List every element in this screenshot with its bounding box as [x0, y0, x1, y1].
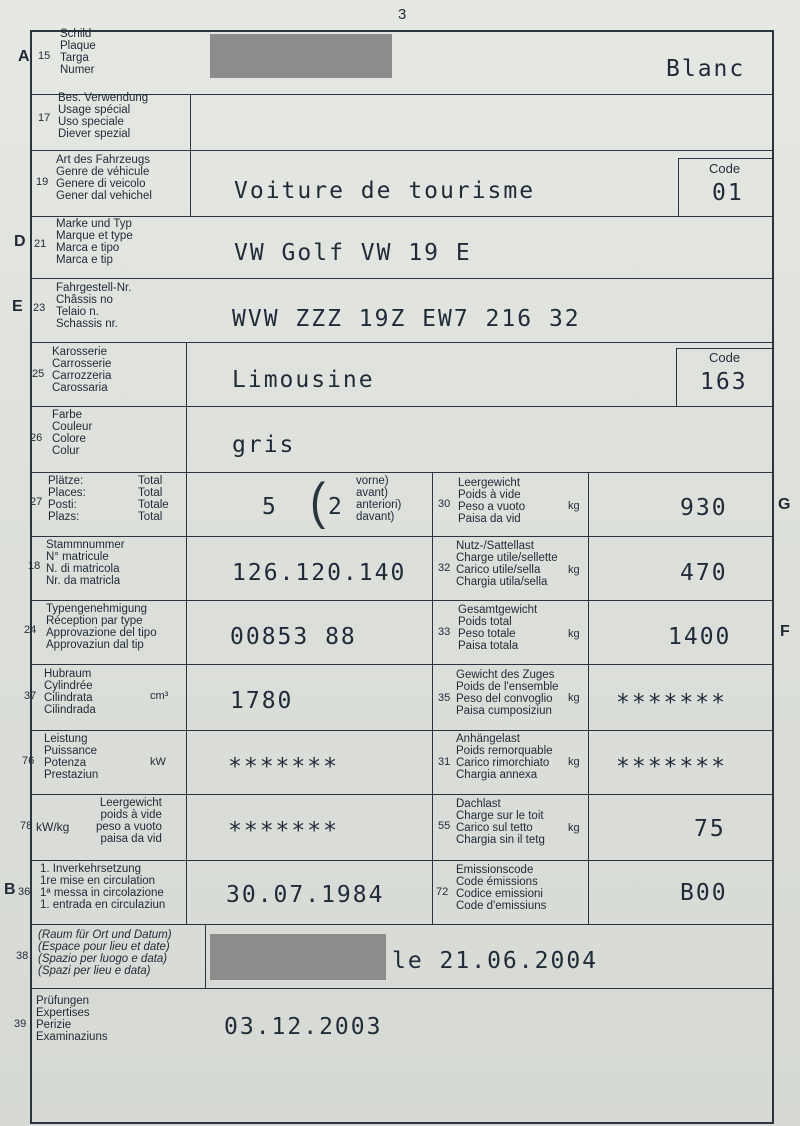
field-33-unit: kg [568, 628, 580, 640]
field-25-value: Limousine [232, 367, 375, 393]
marker-e: E [12, 298, 23, 315]
field-78-unit: kW/kg [36, 820, 70, 834]
field-37-number: 37 [24, 690, 37, 702]
field-33-label: Gesamtgewicht Poids total Peso totale Paisa totala [458, 604, 538, 652]
field-78-number: 78 [20, 820, 33, 832]
marker-a: A [18, 48, 30, 65]
field-72-label: Emissionscode Code émissions Codice emissioni Code d'emissiuns [456, 864, 547, 912]
row-divider [30, 924, 774, 925]
field-35-label: Gewicht des Zuges Poids de l'ensemble Peso del convoglio Paisa cumposiziun [456, 669, 559, 717]
row-divider [30, 988, 774, 989]
field-19-value: Voiture de tourisme [234, 178, 536, 204]
row-divider [30, 664, 774, 665]
field-15-number: 15 [38, 50, 51, 62]
field-39-value: 03.12.2003 [224, 1014, 383, 1040]
field-30-label: Leergewicht Poids à vide Peso a vuoto Paisa da vid [458, 477, 526, 525]
field-25-code-label: Code [709, 350, 741, 365]
field-19-number: 19 [36, 176, 49, 188]
field-55-label: Dachlast Charge sur le toit Carico sul tetto Chargia sin il tetg [456, 798, 545, 846]
field-30-value: 930 [680, 495, 728, 521]
field-76-value: ******* [228, 754, 339, 780]
field-78-label: Leergewicht poids à vide peso a vuoto paisa da vid [96, 797, 162, 845]
row-divider [30, 278, 774, 279]
field-30-number: 30 [438, 498, 451, 510]
field-25-code: 163 [700, 369, 748, 395]
field-27-label: Plätze: Places: Posti: Plazs: [48, 475, 86, 523]
field-27-front-label: vorne) avant) anteriori) davant) [356, 475, 402, 523]
field-72-number: 72 [436, 886, 449, 898]
field-15-value: Blanc [666, 56, 746, 82]
field-27-total-label: Total Total Totale Total [138, 475, 169, 523]
field-17-label: Bes. Verwendung Usage spécial Uso speciale Diever spezial [58, 92, 149, 140]
field-72-value: B00 [680, 880, 728, 906]
field-32-unit: kg [568, 564, 580, 576]
field-27-number: 27 [30, 496, 43, 508]
field-18-number: 18 [28, 560, 41, 572]
row-divider [30, 600, 774, 601]
field-38-value: le 21.06.2004 [392, 948, 599, 974]
field-26-number: 26 [30, 432, 43, 444]
field-55-value: 75 [694, 816, 726, 842]
row-divider [30, 730, 774, 731]
field-19-code: 01 [712, 180, 744, 206]
field-37-unit: cm³ [150, 690, 169, 702]
row-divider [30, 342, 774, 343]
field-17-number: 17 [38, 112, 51, 124]
row-divider [30, 150, 774, 151]
marker-b: B [4, 881, 16, 898]
field-76-label: Leistung Puissance Potenza Prestaziun [44, 733, 99, 781]
field-33-number: 33 [438, 626, 451, 638]
field-15-label: Schild Plaque Targa Numer [60, 28, 96, 76]
field-36-value: 30.07.1984 [226, 882, 385, 908]
row-divider [30, 794, 774, 795]
field-35-unit: kg [568, 692, 580, 704]
marker-d: D [14, 233, 26, 250]
field-27-front-value: 2 [328, 494, 344, 520]
field-36-number: 36 [18, 886, 31, 898]
field-32-label: Nutz-/Sattellast Charge utile/sellette Carico utile/sella Chargia utila/sella [456, 540, 558, 588]
field-35-value: ******* [616, 690, 727, 716]
column-divider [588, 472, 589, 924]
field-55-unit: kg [568, 822, 580, 834]
field-31-number: 31 [438, 756, 451, 768]
field-24-number: 24 [24, 624, 37, 636]
field-21-label: Marke und Typ Marque et type Marca e tipo Marca e tip [56, 218, 133, 266]
row-divider [30, 216, 774, 217]
row-divider [30, 406, 774, 407]
column-divider [205, 924, 206, 988]
field-76-number: 76 [22, 755, 35, 767]
field-31-unit: kg [568, 756, 580, 768]
bracket-icon: ( [310, 472, 326, 530]
page-number: 3 [398, 6, 407, 23]
field-26-label: Farbe Couleur Colore Colur [52, 409, 93, 457]
field-37-label: Hubraum Cylindrée Cilindrata Cilindrada [44, 668, 96, 716]
field-25-label: Karosserie Carrosserie Carrozzeria Carossaria [52, 346, 112, 394]
field-78-value: ******* [228, 818, 339, 844]
field-37-value: 1780 [230, 688, 294, 714]
field-32-number: 32 [438, 562, 451, 574]
field-35-number: 35 [438, 692, 451, 704]
field-31-label: Anhängelast Poids remorquable Carico rimorchiato Chargia annexa [456, 733, 553, 781]
field-32-value: 470 [680, 560, 728, 586]
plate-number-redaction [210, 34, 392, 78]
field-27-value: 5 [262, 494, 278, 520]
column-divider [186, 342, 187, 924]
field-30-unit: kg [568, 500, 580, 512]
marker-f: F [780, 623, 790, 640]
row-divider [30, 860, 774, 861]
field-19-label: Art des Fahrzeugs Genre de véhicule Genere di veicolo Gener dal vehichel [56, 154, 152, 202]
field-21-value: VW Golf VW 19 E [234, 240, 472, 266]
field-19-code-label: Code [709, 161, 741, 176]
marker-g: G [778, 496, 791, 513]
field-24-label: Typengenehmigung Réception par type Approvazione del tipo Approvaziun dal tip [46, 603, 157, 651]
field-24-value: 00853 88 [230, 624, 357, 650]
row-divider [30, 536, 774, 537]
column-divider [432, 472, 433, 924]
field-18-label: Stammnummer N° matricule N. di matricola Nr. da matricla [46, 539, 125, 587]
field-23-label: Fahrgestell-Nr. Châssis no Telaio n. Schassis nr. [56, 282, 132, 330]
field-76-unit: kW [150, 756, 166, 768]
field-38-label: (Raum für Ort und Datum) (Espace pour lieu et date) (Spazio per luogo e data) (Spazi per lieu e data) [38, 929, 172, 977]
field-39-number: 39 [14, 1018, 27, 1030]
field-33-value: 1400 [668, 624, 732, 650]
column-divider [190, 94, 191, 216]
row-divider [30, 472, 774, 473]
field-21-number: 21 [34, 238, 47, 250]
field-38-number: 38 [16, 950, 29, 962]
field-26-value: gris [232, 432, 296, 458]
field-31-value: ******* [616, 754, 727, 780]
field-23-number: 23 [33, 302, 46, 314]
field-25-number: 25 [32, 368, 45, 380]
field-36-label: 1. Inverkehrsetzung 1re mise en circulation 1ª messa in circolazione 1. entrada en circulaziun [40, 863, 166, 911]
field-39-label: Prüfungen Expertises Perizie Examinaziuns [36, 995, 108, 1043]
place-redaction [210, 934, 386, 980]
field-18-value: 126.120.140 [232, 560, 407, 586]
field-23-value: WVW ZZZ 19Z EW7 216 32 [232, 306, 581, 332]
field-55-number: 55 [438, 820, 451, 832]
